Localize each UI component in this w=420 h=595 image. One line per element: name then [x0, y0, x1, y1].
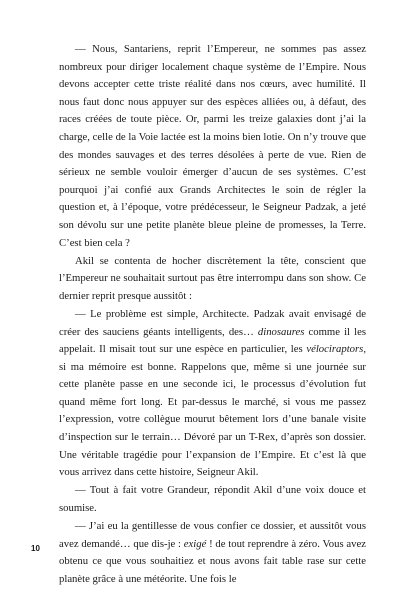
text-run: — Le problème est simple, Architecte. Padzak avait envisagé de créer des sauciens géants intelligents, des…: [59, 307, 366, 338]
paragraph: [59, 306, 366, 482]
paragraph: [59, 253, 366, 306]
text-run: comme il les appelait. Il misait tout sur une espèce en particulier, les: [59, 325, 366, 356]
italic-text: vélociraptors,: [306, 343, 366, 356]
paragraph: [59, 518, 366, 588]
body-text: [59, 41, 366, 588]
text-run: Akil se contenta de hocher discrètement la tête, conscient que l’Empereur ne souhaitait surtout pas être interrompu dans son show. Ce dernier reprit presque aussitôt :: [59, 254, 366, 302]
italic-text: exigé: [183, 537, 207, 550]
text-run: — J’ai eu la gentillesse de vous confier ce dossier, et aussitôt vous avez demandé… que dis-je :: [59, 520, 366, 550]
paragraph: [59, 41, 366, 252]
text-run: — Nous, Santariens, reprit l’Empereur, ne sommes pas assez nombreux pour diriger localement chaque système de l’Empire. Nous devons accepter cette triste réalité dans nos cœurs, avec humilité. Il nous faut donc nous appuyer sur des espèces alliées ou, à défaut, des races créées de toute pièce. Or, parmi les treize galaxies dont j’ai la charge, celle de la Voie lactée est la moins bien lotie. On n’y trouve que des mondes sauvages et des terres désolées à perte de vue. Rien de sérieux ne semble vouloir émerger d’aucun de ses systèmes. C’est pourquoi j’ai confié aux Grands Architectes le soin de régler la question et, à l’époque, votre prédécesseur, le Seigneur Padzak, a jeté son dévolu sur une petite planète bleue pleine de promesses, la Terre. C’est bien cela ?: [59, 43, 366, 249]
paragraph: [59, 482, 366, 517]
text-run: ! de tout reprendre à zéro. Vous avez obtenu ce que vous souhaitiez et nous avons fait table rase sur cette planète grâce à une météorite. Une fois le: [59, 537, 366, 585]
text-run: — Tout à fait votre Grandeur, répondit Akil d’une voix douce et soumise.: [59, 484, 366, 514]
text-run: si ma mémoire est bonne. Rappelons que, même si une journée sur cette planète passe en une seconde ici, le processus d’évolution fut quand même fort long. Et par-dessus le marché, si vous me passez l’expression, votre collègue mourut bêtement lors d’une banale visite d’inspection sur le terrain… Dévoré par un T-Rex, d’après son dossier. Une véritable tragédie pour l’expansion de l’Empire. Et c’est là que vous arrivez dans cette histoire, Seigneur Akil.: [59, 360, 366, 479]
italic-text: dinosaures: [257, 325, 305, 338]
page-number: 10: [31, 544, 40, 553]
